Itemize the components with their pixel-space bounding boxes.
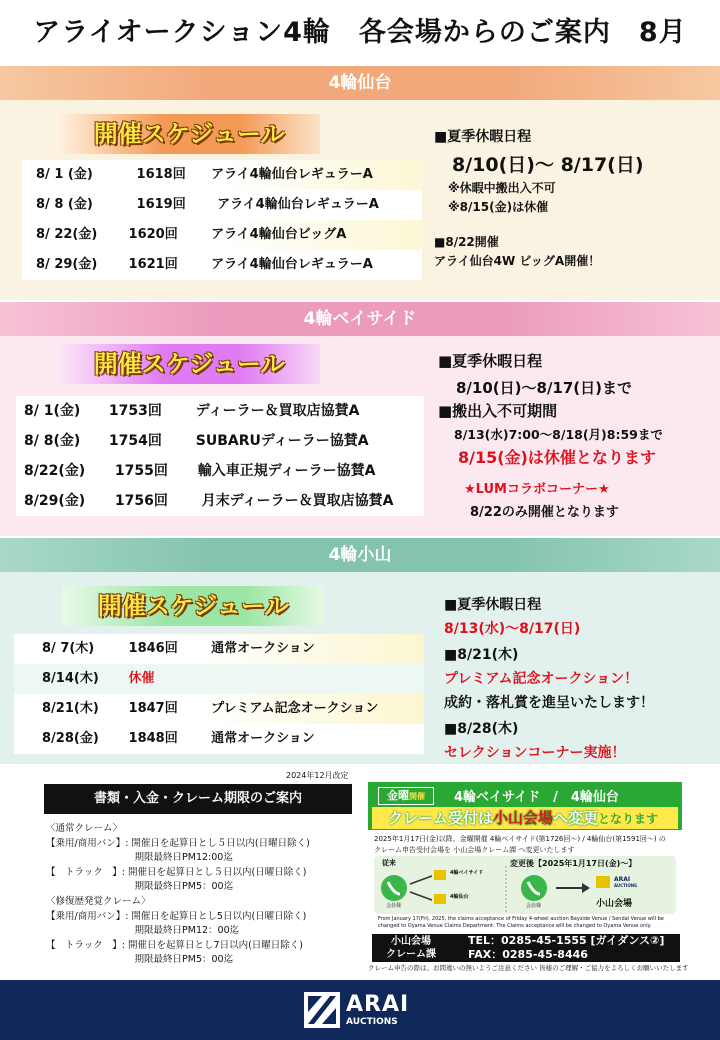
footer-brand: ARAI: [346, 992, 410, 1017]
event-name: セレクションコーナー実施！: [444, 745, 626, 761]
arai-logo-icon: [304, 992, 340, 1028]
notice-line: 期限最終日PM12:00迄: [46, 852, 233, 864]
bayside-schedule-banner: 開催スケジュール: [58, 344, 320, 384]
schedule-row: [22, 160, 422, 190]
holiday-title: ■夏季休暇日程: [438, 352, 543, 370]
claim-change-notice: [368, 782, 682, 962]
notice-line: 期限最終日PM5：00迄: [46, 881, 234, 893]
claim-english-note: From January 17(Fri), 2025, the claims acceptance of Friday 4-wheel auction Bayside Venue / Sendai Venue will be changed to Oyama Venue Claims Department. The Claims acceptance will be changed to Oyama Venue only.: [378, 916, 664, 929]
contact-tel: TEL：0285-45-1555 [ガイダンス②]: [468, 934, 665, 947]
schedule-date: 8/ 7(木): [42, 641, 95, 656]
notice-line: 〈修復歴発覚クレーム〉: [46, 895, 151, 907]
footer: [0, 980, 720, 1040]
schedule-date: 8/ 8(金): [24, 433, 81, 449]
schedule-name: アライ4輪仙台ビッグA: [211, 227, 347, 242]
schedule-row: [16, 456, 424, 486]
claim-banner: [368, 782, 682, 830]
contact-numbers: [450, 934, 680, 962]
sendai-tag: 4輪仙台: [450, 894, 469, 900]
schedule-date: 8/ 29(金): [36, 257, 98, 272]
holiday-note: ※8/15(金)は休催: [448, 200, 549, 214]
schedule-row: [14, 634, 424, 664]
schedule-row: [16, 396, 424, 426]
schedule-date: 8/ 8 (金): [36, 197, 93, 212]
schedule-row: [14, 724, 424, 754]
schedule-number: 1621回: [128, 257, 178, 272]
big-auction-title: ■8/22開催: [434, 235, 499, 249]
claim-diagram: [374, 856, 676, 914]
sendai-heading: 4輪仙台: [0, 66, 720, 100]
notice-line: 【乗用/商用バン】: 開催日を起算日とし5日以内(日曜日除く): [46, 910, 307, 922]
noentry-title: ■搬出入不可期間: [438, 402, 558, 420]
notice-line: 【 トラック 】: 開催日を起算日とし５日以内(日曜日除く): [46, 866, 307, 878]
holiday-period: 8/10(日)～8/17(日)まで: [456, 379, 633, 397]
schedule-date: 8/ 1 (金): [36, 167, 93, 182]
schedule-number: 1620回: [128, 227, 178, 242]
schedule-name: 月末ディーラー＆買取店協賛A: [201, 493, 394, 509]
bayside-schedule-list: [16, 396, 424, 516]
sendai-schedule-banner: 開催スケジュール: [58, 114, 320, 154]
schedule-date: 8/21(木): [42, 701, 99, 716]
member-label: 会員様: [386, 903, 402, 909]
oyama-label: 小山会場: [596, 899, 633, 909]
notice-line: 〈通常クレーム〉: [46, 823, 123, 834]
bayside-tag: 4輪ベイサイド: [450, 870, 484, 876]
member-label: 会員様: [526, 903, 542, 909]
footer-brand-sub: AUCTIONS: [346, 1017, 398, 1027]
schedule-name: プレミアム記念オークション: [211, 701, 379, 716]
holiday-title: ■夏季休暇日程: [444, 597, 542, 613]
holiday-title: ■夏季休暇日程: [434, 129, 532, 145]
schedule-name: ディーラー＆買取店協賛A: [195, 403, 360, 419]
lum-corner-title: ★LUMコラボコーナー★: [464, 482, 610, 497]
sendai-section: [0, 66, 720, 300]
bayside-heading: 4輪ベイサイド: [0, 302, 720, 336]
event-note: 成約・落札賞を進呈いたします！: [444, 695, 654, 711]
schedule-row: [16, 426, 424, 456]
claim-headline: クレーム受付は小山会場へ変更となります: [372, 807, 678, 829]
schedule-date: 8/29(金): [24, 493, 86, 509]
schedule-row: [22, 220, 422, 250]
contact-department: 小山会場 クレーム課: [372, 934, 450, 962]
sendai-info: [434, 126, 644, 269]
event-name: プレミアム記念オークション！: [444, 671, 639, 687]
arai-auctions-logo: [304, 990, 424, 1030]
schedule-number: 1846回: [128, 641, 178, 656]
schedule-name: 通常オークション: [211, 731, 315, 746]
lum-corner-note: 8/22のみ開催となります: [470, 505, 619, 520]
holiday-note: ※休暇中搬出入不可: [448, 181, 556, 195]
schedule-date: 8/14(木): [42, 671, 99, 686]
schedule-name: アライ4輪仙台レギュラーA: [217, 197, 379, 212]
big-auction-text: アライ仙台4W ビッグA開催！: [434, 254, 601, 268]
schedule-row: [14, 664, 424, 694]
notice-revised-date: 2024年12月改定: [286, 771, 349, 780]
bayside-section: [0, 302, 720, 536]
schedule-number: 1753回: [108, 403, 162, 419]
after-label: 変更後【2025年1月17日(金)～】: [510, 859, 637, 868]
schedule-row: [22, 250, 422, 280]
schedule-name: 輸入車正規ディーラー協賛A: [197, 463, 376, 479]
holiday-period: 8/10(日)～ 8/17(日): [452, 154, 644, 176]
closed-notice: 8/15(金)は休催となります: [458, 448, 656, 467]
schedule-number: 1618回: [136, 167, 186, 182]
arai-mini-sub: AUCTIONS: [614, 883, 638, 888]
schedule-date: 8/ 1(金): [24, 403, 81, 419]
page-title: アライオークション4輪 各会場からのご案内 8月: [33, 17, 687, 48]
event-date: ■8/28(木): [444, 721, 519, 737]
oyama-section: [0, 538, 720, 764]
event-date: ■8/21(木): [444, 647, 519, 663]
oyama-schedule-list: [14, 634, 424, 754]
schedule-name: SUBARUディーラー協賛A: [195, 433, 369, 449]
bayside-info: [438, 350, 663, 520]
oyama-schedule-banner: 開催スケジュール: [62, 586, 324, 626]
schedule-number: 1619回: [136, 197, 186, 212]
schedule-name: 休催: [128, 671, 155, 686]
contact-fax: FAX：0285-45-8446: [468, 948, 588, 961]
notice-line: 期限最終日PM12：00迄: [46, 925, 240, 937]
schedule-number: 1756回: [114, 493, 168, 509]
before-label: 従来: [382, 859, 396, 867]
schedule-number: 1754回: [108, 433, 162, 449]
oyama-heading: 4輪小山: [0, 538, 720, 572]
claim-footnote: クレーム申告の際は、お間違いの無いようご注意ください 皆様のご理解・ご協力をよろしくお願いいたします: [368, 964, 689, 972]
schedule-date: 8/22(金): [24, 463, 86, 479]
sendai-schedule-list: [22, 160, 422, 280]
schedule-name: 通常オークション: [211, 641, 315, 656]
schedule-name: アライ4輪仙台レギュラーA: [211, 257, 373, 272]
claim-venues: 4輪ベイサイド / 4輪仙台: [454, 790, 619, 805]
arai-mini-logo: ARAI: [614, 876, 631, 883]
schedule-number: 1847回: [128, 701, 178, 716]
notice-line: 期限最終日PM5：00迄: [46, 954, 234, 966]
noentry-period: 8/13(水)7:00～8/18(月)8:59まで: [454, 427, 663, 442]
schedule-number: 1755回: [114, 463, 168, 479]
schedule-row: [22, 190, 422, 220]
schedule-number: 1848回: [128, 731, 178, 746]
claim-contact: [368, 932, 682, 964]
schedule-row: [16, 486, 424, 516]
notice-body: [46, 822, 310, 968]
notice-line: 【 トラック 】: 開催日を起算日とし7日以内(日曜日除く): [46, 939, 303, 951]
schedule-date: 8/ 22(金): [36, 227, 98, 242]
notice-line: 【乗用/商用バン】: 開催日を起算日とし５日以内(日曜日除く): [46, 837, 310, 849]
schedule-row: [14, 694, 424, 724]
notice-heading: 書類・入金・クレーム期限のご案内: [44, 784, 352, 814]
oyama-info: [444, 594, 654, 762]
claim-description: 2025年1月17日(金)以降、金曜開催 4輪ベイサイド(第1726回～) / 4輪仙台(第1591回～) の クレーム申告受付会場を 小山会場クレーム課 へ変更いたします: [374, 835, 666, 854]
holiday-period: 8/13(水)～8/17(日): [444, 621, 581, 637]
schedule-date: 8/28(金): [42, 731, 99, 746]
schedule-name: アライ4輪仙台レギュラーA: [211, 167, 373, 182]
friday-tag: 金曜開催: [378, 787, 434, 805]
